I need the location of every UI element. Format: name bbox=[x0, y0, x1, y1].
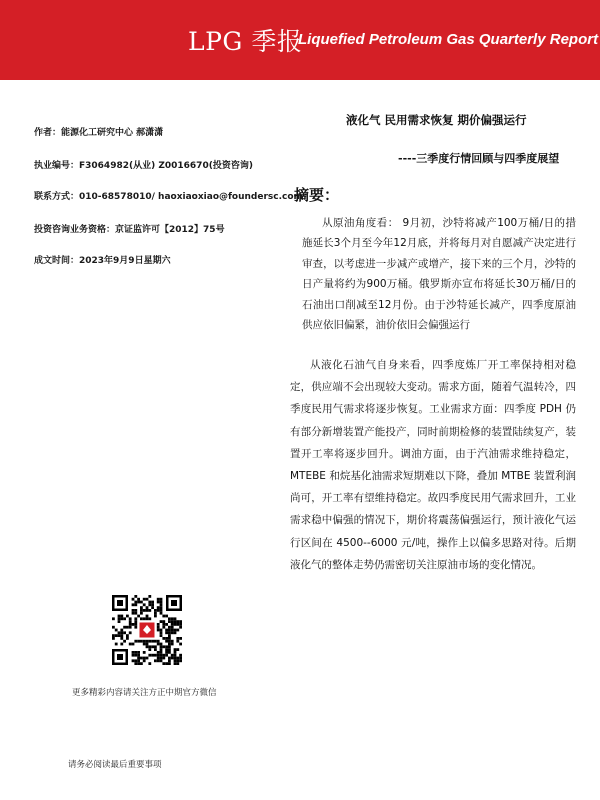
abstract-paragraph-crude-oil: 从原油角度看： 9月初，沙特将减产100万桶/日的措施延长3个月至今年12月底，并将每月对自愿减产决定进行审查，以考虑进一步减产或增产，接下来的三个月，沙特的日产量将约为900万桶。俄罗斯亦宣布将延长30万桶/日的石油出口削减至12月份。由于沙特延长减产，四季度原油供应依旧偏紧，油价依旧会偏强运行 bbox=[302, 217, 576, 332]
report-date: 成文时间：2023年9月9日星期六 bbox=[34, 256, 171, 266]
report-subtitle: ----三季度行情回顾与四季度展望 bbox=[398, 152, 560, 165]
report-title-cn: LPG 季报 bbox=[188, 27, 303, 56]
qualification-line: 投资咨询业务资格：京证监许可【2012】75号 bbox=[34, 225, 225, 235]
company-logo-icon bbox=[138, 621, 156, 639]
qr-finder-top-right bbox=[166, 595, 182, 611]
contact-info: 联系方式：010-68578010/ haoxiaoxiao@foundersc.com bbox=[34, 192, 303, 202]
report-header-banner bbox=[0, 0, 600, 80]
report-title: 液化气 民用需求恢复 期价偏强运行 bbox=[346, 113, 527, 127]
license-number: 执业编号：F3064982(从业) Z0016670(投资咨询) bbox=[34, 161, 253, 171]
report-title-en: Liquefied Petroleum Gas Quarterly Report bbox=[298, 31, 599, 48]
author-line: 作者：能源化工研究中心 郝潇潇 bbox=[34, 128, 164, 138]
footer-disclaimer-note: 请务必阅读最后重要事项 bbox=[68, 760, 162, 770]
qr-finder-bottom-left bbox=[112, 649, 128, 665]
qr-finder-top-left bbox=[112, 595, 128, 611]
abstract-heading: 摘要： bbox=[294, 186, 340, 204]
qr-caption: 更多精彩内容请关注方正中期官方微信 bbox=[72, 688, 217, 698]
wechat-qr-code bbox=[112, 595, 182, 665]
abstract-paragraph-lpg: 从液化石油气自身来看，四季度炼厂开工率保持相对稳定，供应端不会出现较大变动。需求方面，随着气温转冷，四季度民用气需求将逐步恢复。工业需求方面：四季度 PDH 仍有部分新增装置产能投产，同时前期检修的装置陆续复产，装置开工率将逐步回升。调油方面，由于汽油需求维持稳定，MTEBE 和烷基化油需求短期难以下降，叠加 MTBE 装置利润尚可，开工率有望维持稳定。故四季度民用气需求回升，工业需求稳中偏强的情况下，期价将震荡偏强运行，预计液化气运行区间在 4500--6000 元/吨，操作上以偏多思路对待。后期液化气的整体走势仍需密切关注原油市场的变化情况。 bbox=[290, 359, 576, 571]
